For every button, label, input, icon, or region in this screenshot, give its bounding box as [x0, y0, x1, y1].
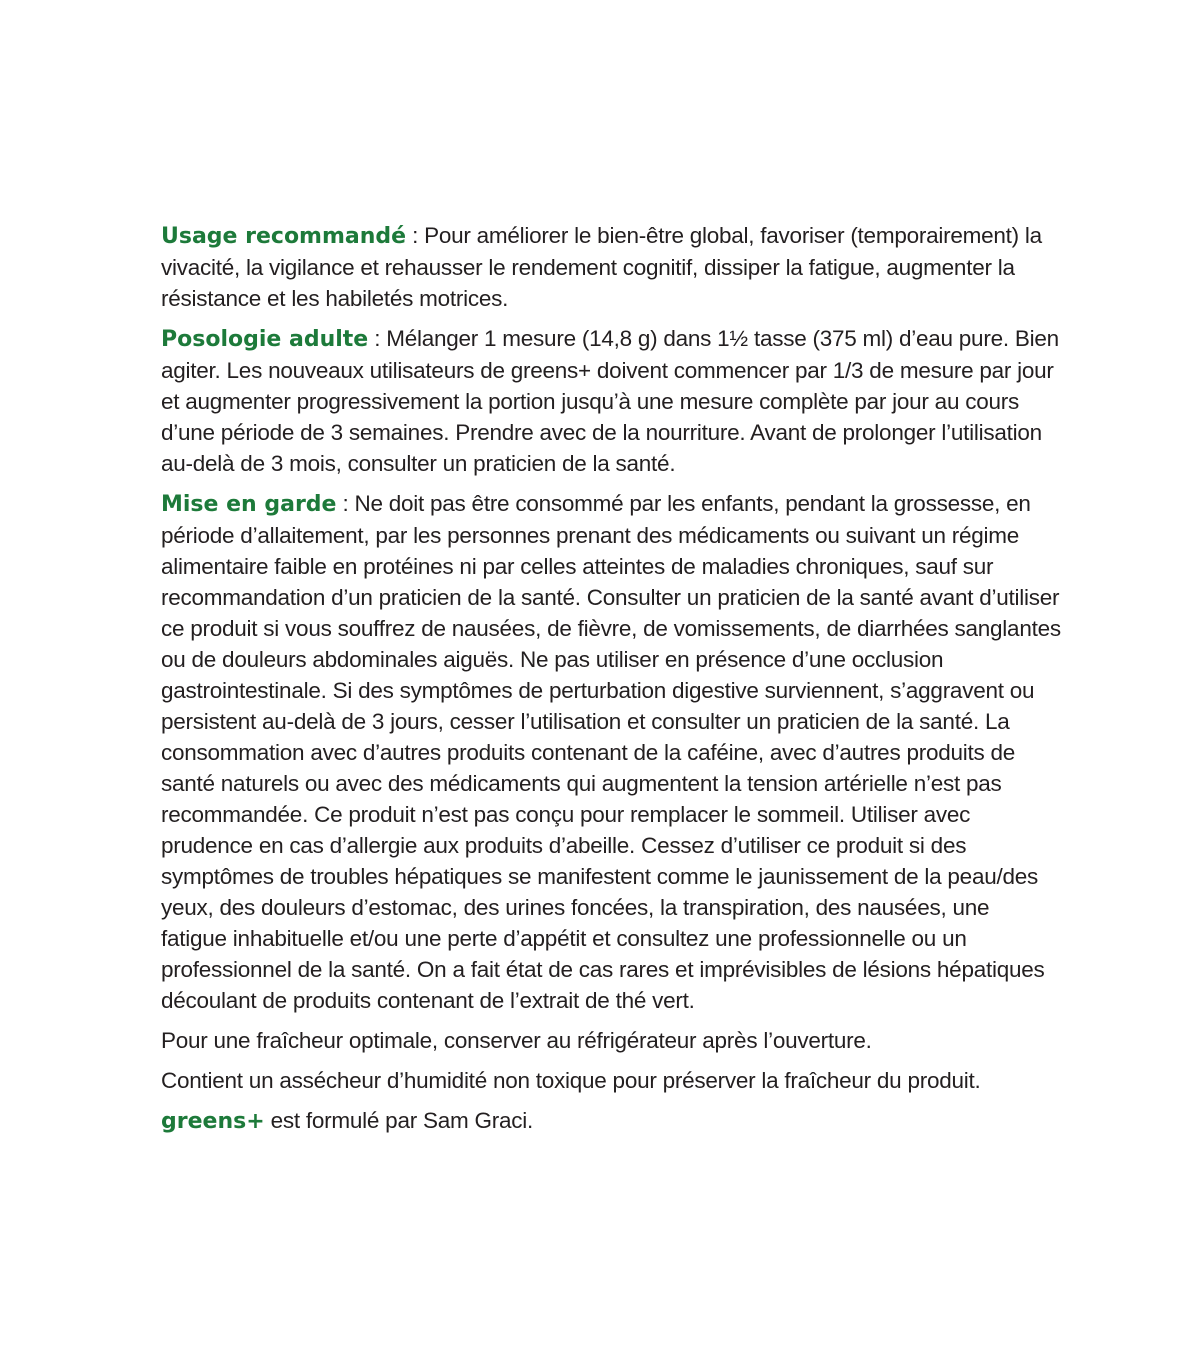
adult-dose-text: Mélanger 1 mesure (14,8 g) dans 1½ tasse (375 ml) d’eau pure. Bien agiter. Les nouveaux utilisateurs de greens+ doivent commencer par 1/3 de mesure par jour et augmenter progressivement la portion jusqu’à une mesure complète par jour au cours d’une période de 3 semaines. Prendre avec de la nourriture. Avant de prolonger l’utilisation au-delà de 3 mois, consulter un praticien de la santé.: [161, 326, 1059, 476]
formulator-text: est formulé par Sam Graci.: [264, 1108, 533, 1133]
caution-heading: Mise en garde: [161, 492, 337, 517]
recommended-use-paragraph: [161, 220, 1061, 314]
desiccant-text: Contient un assécheur d’humidité non toxique pour préserver la fraîcheur du produit.: [161, 1068, 981, 1093]
storage-text: Pour une fraîcheur optimale, conserver au réfrigérateur après l’ouverture.: [161, 1028, 872, 1053]
caution-separator: :: [336, 491, 355, 516]
adult-dose-separator: :: [368, 326, 387, 351]
storage-paragraph: [161, 1025, 1061, 1056]
adult-dose-heading: Posologie adulte: [161, 327, 369, 352]
recommended-use-heading: Usage recommandé: [161, 224, 407, 249]
adult-dose-paragraph: [161, 323, 1061, 479]
product-label-text: [161, 220, 1061, 1146]
caution-paragraph: [161, 488, 1061, 1016]
formulator-paragraph: [161, 1105, 1061, 1137]
desiccant-paragraph: [161, 1065, 1061, 1096]
caution-text: Ne doit pas être consommé par les enfants, pendant la grossesse, en période d’allaitement, par les personnes prenant des médicaments ou suivant un régime alimentaire faible en protéines ni par celles atteintes de maladies chroniques, sauf sur recommandation d’un praticien de la santé. Consulter un praticien de la santé avant d’utiliser ce produit si vous souffrez de nausées, de fièvre, de vomissements, de diarrhées sanglantes ou de douleurs abdominales aiguës. Ne pas utiliser en présence d’une occlusion gastrointestinale. Si des symptômes de perturbation digestive surviennent, s’aggravent ou persistent au-delà de 3 jours, cesser l’utilisation et consulter un praticien de la santé. La consommation avec d’autres produits contenant de la caféine, avec d’autres produits de santé naturels ou avec des médicaments qui augmentent la tension artérielle n’est pas recommandée. Ce produit n’est pas conçu pour remplacer le sommeil. Utiliser avec prudence en cas d’allergie aux produits d’abeille. Cessez d’utiliser ce produit si des symptômes de troubles hépatiques se manifestent comme le jaunissement de la peau/des yeux, des douleurs d’estomac, des urines foncées, la transpiration, des nausées, une fatigue inhabituelle et/ou une perte d’appétit et consultez une professionnelle ou un professionnel de la santé. On a fait état de cas rares et imprévisibles de lésions hépatiques découlant de produits contenant de l’extrait de thé vert.: [161, 491, 1061, 1013]
recommended-use-text: Pour améliorer le bien-être global, favoriser (temporairement) la vivacité, la vigilance et rehausser le rendement cognitif, dissiper la fatigue, augmenter la résistance et les habiletés motrices.: [161, 223, 1042, 311]
recommended-use-separator: :: [406, 223, 425, 248]
brand-name: greens+: [161, 1109, 265, 1134]
